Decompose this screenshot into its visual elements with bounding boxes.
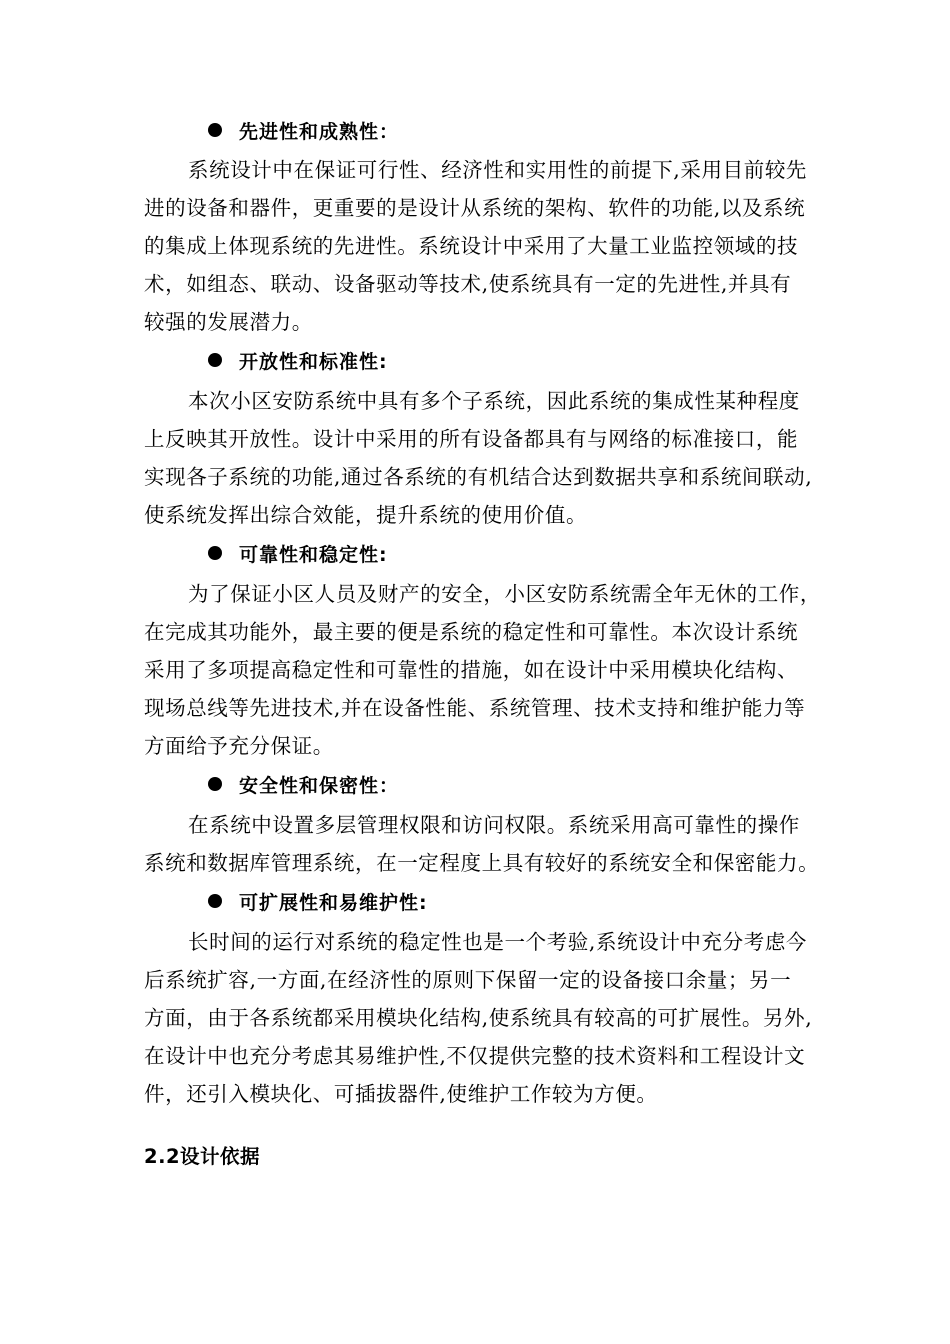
paragraph-line: 方面给予充分保证。	[144, 734, 334, 758]
section-heading: 可靠性和稳定性:	[239, 543, 388, 566]
bullet-icon	[208, 546, 222, 560]
section-heading: 可扩展性和易维护性:	[239, 891, 428, 914]
paragraph-line: 系统和数据库管理系统，在一定程度上具有较好的系统安全和保密能力。	[144, 851, 820, 875]
paragraph-line: 进的设备和器件，更重要的是设计从系统的架构、软件的功能,以及系统	[144, 196, 806, 220]
section-heading: 开放性和标准性:	[239, 350, 388, 373]
section-heading-row	[208, 345, 388, 375]
section-heading-row	[208, 538, 388, 568]
paragraph-line: 术，如组态、联动、设备驱动等技术,使系统具有一定的先进性,并具有	[144, 272, 792, 296]
paragraph-line: 实现各子系统的功能,通过各系统的有机结合达到数据共享和系统间联动,	[144, 465, 813, 489]
paragraph-line: 在设计中也充分考虑其易维护性,不仅提供完整的技术资料和工程设计文	[144, 1044, 806, 1068]
paragraph-line: 现场总线等先进技术,并在设备性能、系统管理、技术支持和维护能力等	[144, 696, 806, 720]
paragraph-line: 为了保证小区人员及财产的安全，小区安防系统需全年无休的工作，	[188, 582, 821, 606]
paragraph-line: 的集成上体现系统的先进性。系统设计中采用了大量工业监控领域的技	[144, 234, 799, 258]
paragraph-line: 后系统扩容,一方面,在经济性的原则下保留一定的设备接口余量；另一	[144, 968, 792, 992]
paragraph-line: 使系统发挥出综合效能，提升系统的使用价值。	[144, 503, 588, 527]
bullet-icon	[208, 777, 222, 791]
paragraph-line: 本次小区安防系统中具有多个子系统，因此系统的集成性某种程度	[188, 389, 800, 413]
paragraph-line: 采用了多项提高稳定性和可靠性的措施，如在设计中采用模块化结构、	[144, 658, 799, 682]
section-heading-row	[208, 769, 399, 799]
paragraph-line: 件，还引入模块化、可插拔器件,使维护工作较为方便。	[144, 1082, 658, 1106]
section-heading: 安全性和保密性：	[239, 774, 400, 797]
bullet-icon	[208, 353, 222, 367]
section-heading-row	[208, 115, 399, 145]
bullet-icon	[208, 894, 222, 908]
section-title: 2.2设计依据	[144, 1145, 261, 1168]
paragraph-line: 上反映其开放性。设计中采用的所有设备都具有与网络的标准接口，能	[144, 427, 799, 451]
paragraph-line: 在完成其功能外，最主要的便是系统的稳定性和可靠性。本次设计系统	[144, 620, 799, 644]
section-heading: 先进性和成熟性：	[239, 120, 400, 143]
paragraph-line: 在系统中设置多层管理权限和访问权限。系统采用高可靠性的操作	[188, 813, 800, 837]
paragraph-line: 长时间的运行对系统的稳定性也是一个考验,系统设计中充分考虑今	[188, 930, 808, 954]
paragraph-line: 方面，由于各系统都采用模块化结构,使系统具有较高的可扩展性。另外,	[144, 1006, 813, 1030]
bullet-icon	[208, 123, 222, 137]
paragraph-line: 较强的发展潜力。	[144, 310, 313, 334]
paragraph-line: 系统设计中在保证可行性、经济性和实用性的前提下,采用目前较先	[188, 158, 808, 182]
section-heading-row	[208, 886, 428, 916]
